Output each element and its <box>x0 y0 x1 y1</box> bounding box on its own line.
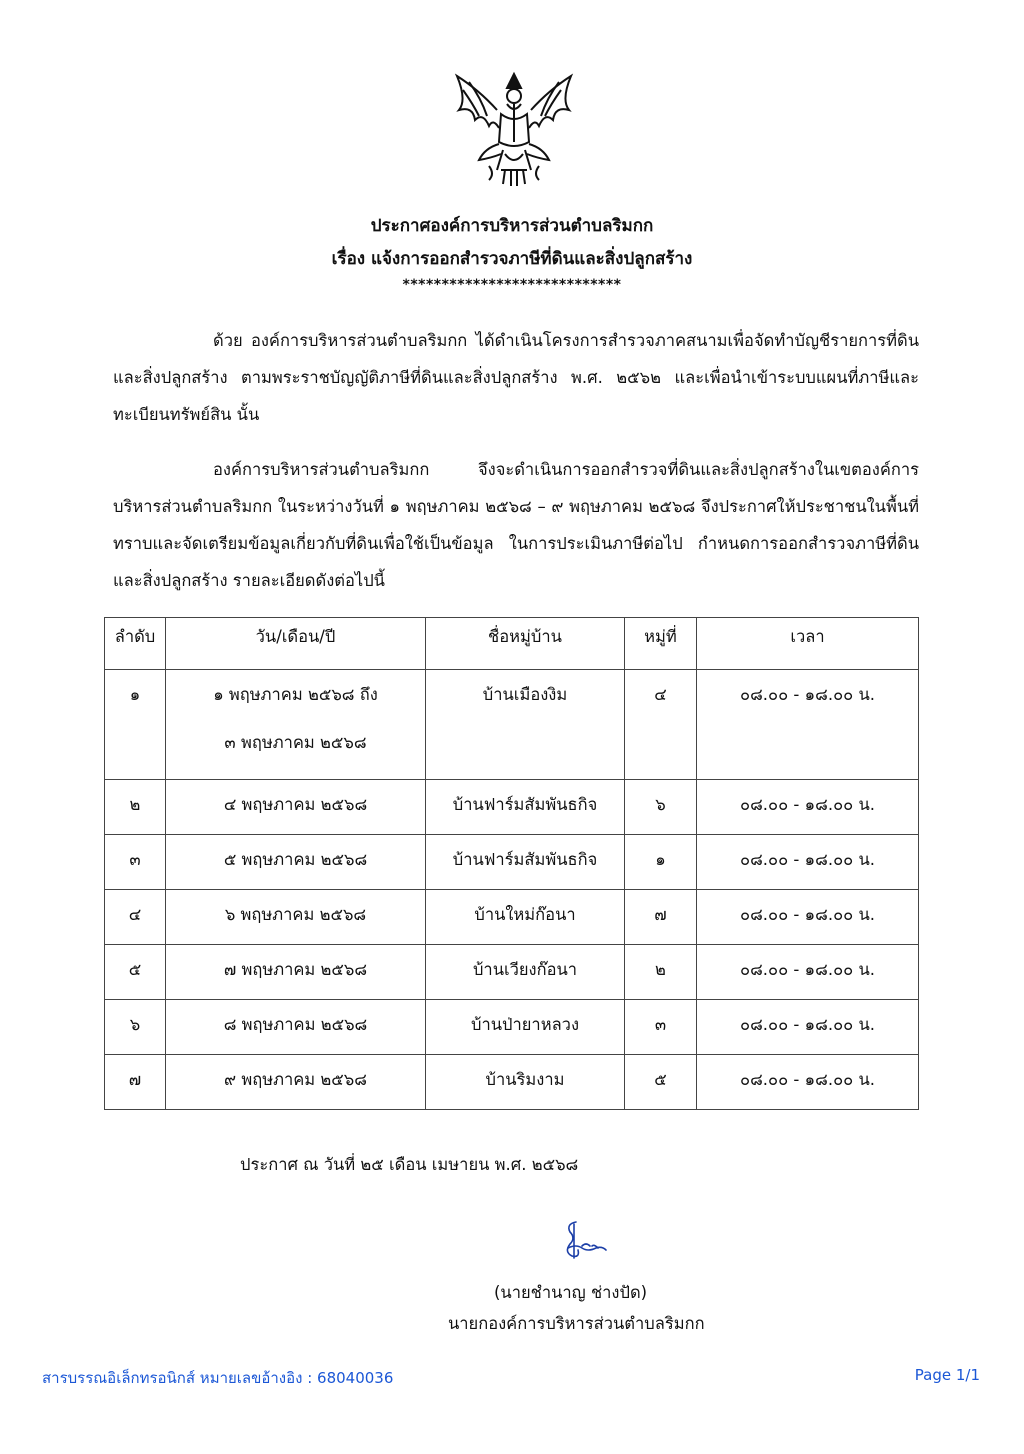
cell-time: ๐๘.๐๐ - ๑๘.๐๐ น. <box>697 945 919 1000</box>
cell-date: ๘ พฤษภาคม ๒๕๖๘ <box>166 1000 426 1055</box>
document-title: ประกาศองค์การบริหารส่วนตำบลริมกก <box>370 216 654 236</box>
cell-village: บ้านใหม่ก๊อนา <box>426 890 625 945</box>
table-row <box>105 1055 919 1110</box>
signer-position: นายกองค์การบริหารส่วนตำบลริมกก <box>448 1314 705 1333</box>
cell-date: ๙ พฤษภาคม ๒๕๖๘ <box>166 1055 426 1110</box>
garuda-emblem-icon <box>449 70 579 188</box>
cell-seq: ๔ <box>105 890 166 945</box>
cell-moo: ๖ <box>625 780 697 835</box>
cell-time: ๐๘.๐๐ - ๑๘.๐๐ น. <box>697 835 919 890</box>
cell-moo: ๓ <box>625 1000 697 1055</box>
body-paragraph-2: องค์การบริหารส่วนตำบลริมกก จึงจะดำเนินการออกสำรวจที่ดินและสิ่งปลูกสร้างในเขตองค์การบริหารส่วนตำบลริมกก ในระหว่างวันที่ ๑ พฤษภาคม ๒๕๖๘ – ๙ พฤษภาคม ๒๕๖๘ จึงประกาศให้ประชาชนในพื้นที่ทราบและจัดเตรียมข้อมูลเกี่ยวกับที่ดินเพื่อใช้เป็นข้อมูล ในการประเมินภาษีต่อไป กำหนดการออกสำรวจภาษีที่ดินและสิ่งปลูกสร้าง รายละเอียดดังต่อไปนี้ <box>113 460 919 590</box>
cell-village: บ้านฟาร์มสัมพันธกิจ <box>426 835 625 890</box>
cell-time: ๐๘.๐๐ - ๑๘.๐๐ น. <box>697 1000 919 1055</box>
cell-date: ๖ พฤษภาคม ๒๕๖๘ <box>166 890 426 945</box>
cell-village: บ้านฟาร์มสัมพันธกิจ <box>426 780 625 835</box>
header-moo: หมู่ที่ <box>625 618 697 670</box>
table-row <box>105 1000 919 1055</box>
cell-date: ๕ พฤษภาคม ๒๕๖๘ <box>166 835 426 890</box>
cell-time: ๐๘.๐๐ - ๑๘.๐๐ น. <box>697 890 919 945</box>
handwritten-signature <box>556 1218 608 1266</box>
cell-moo: ๑ <box>625 835 697 890</box>
table-header-row <box>105 618 919 670</box>
cell-village: บ้านเวียงก๊อนา <box>426 945 625 1000</box>
table-row <box>105 780 919 835</box>
body-paragraph-1: ด้วย องค์การบริหารส่วนตำบลริมกก ได้ดำเนินโครงการสำรวจภาคสนามเพื่อจัดทำบัญชีรายการที่ดินและสิ่งปลูกสร้าง ตามพระราชบัญญัติภาษีที่ดินและสิ่งปลูกสร้าง พ.ศ. ๒๕๖๒ และเพื่อนำเข้าระบบแผนที่ภาษีและทะเบียนทรัพย์สิน นั้น <box>113 331 919 424</box>
cell-seq: ๖ <box>105 1000 166 1055</box>
table-row <box>105 835 919 890</box>
cell-moo: ๗ <box>625 890 697 945</box>
table-row <box>105 890 919 945</box>
cell-seq: ๑ <box>105 670 166 780</box>
table-row <box>105 945 919 1000</box>
footer-page-number: Page 1/1 <box>914 1366 980 1384</box>
announcement-date: ประกาศ ณ วันที่ ๒๕ เดือน เมษายน พ.ศ. ๒๕๖๘ <box>240 1155 579 1174</box>
cell-village: บ้านเมืองงิม <box>426 670 625 780</box>
cell-date <box>166 670 426 780</box>
cell-time: ๐๘.๐๐ - ๑๘.๐๐ น. <box>697 1055 919 1110</box>
cell-moo: ๒ <box>625 945 697 1000</box>
cell-date-line1: ๑ พฤษภาคม ๒๕๖๘ ถึง <box>213 685 378 704</box>
survey-schedule-table <box>104 617 919 1110</box>
cell-seq: ๒ <box>105 780 166 835</box>
header-seq: ลำดับ <box>105 618 166 670</box>
header-date: วัน/เดือน/ปี <box>166 618 426 670</box>
cell-date-line2: ๓ พฤษภาคม ๒๕๖๘ <box>224 733 367 752</box>
cell-moo: ๔ <box>625 670 697 780</box>
cell-time: ๐๘.๐๐ - ๑๘.๐๐ น. <box>697 780 919 835</box>
cell-seq: ๗ <box>105 1055 166 1110</box>
cell-moo: ๕ <box>625 1055 697 1110</box>
footer-reference: สารบรรณอิเล็กทรอนิกส์ หมายเลขอ้างอิง : 68040036 <box>42 1369 394 1387</box>
cell-village: บ้านริมงาม <box>426 1055 625 1110</box>
table-row <box>105 670 919 780</box>
cell-seq: ๓ <box>105 835 166 890</box>
signer-name: (นายชำนาญ ช่างปัด) <box>494 1283 648 1302</box>
document-subject: เรื่อง แจ้งการออกสำรวจภาษีที่ดินและสิ่งปลูกสร้าง <box>331 249 693 269</box>
cell-date: ๗ พฤษภาคม ๒๕๖๘ <box>166 945 426 1000</box>
cell-time: ๐๘.๐๐ - ๑๘.๐๐ น. <box>697 670 919 780</box>
separator-line: **************************** <box>402 277 622 293</box>
cell-village: บ้านป่ายาหลวง <box>426 1000 625 1055</box>
cell-seq: ๕ <box>105 945 166 1000</box>
header-time: เวลา <box>697 618 919 670</box>
header-village: ชื่อหมู่บ้าน <box>426 618 625 670</box>
cell-date: ๔ พฤษภาคม ๒๕๖๘ <box>166 780 426 835</box>
